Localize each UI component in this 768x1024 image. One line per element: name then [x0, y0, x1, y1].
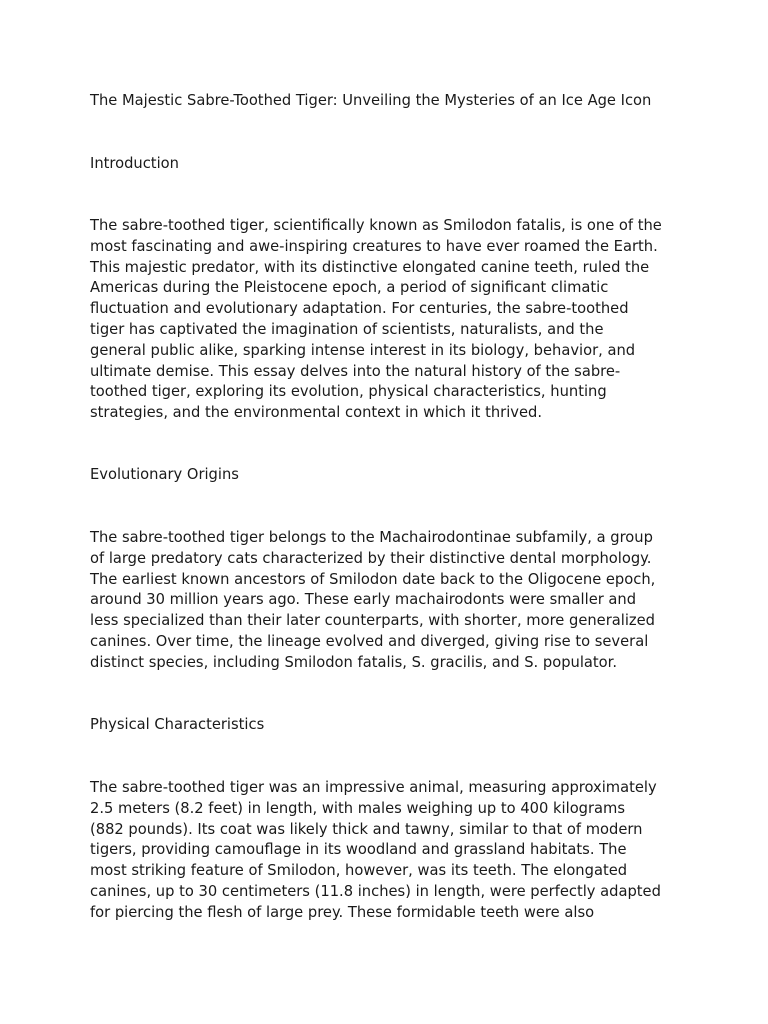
paragraph-evolutionary-origins — [90, 528, 682, 674]
paragraph-line: fluctuation and evolutionary adaptation. For centuries, the sabre-toothed — [90, 300, 629, 318]
paragraph-line: canines, up to 30 centimeters (11.8 inches) in length, were perfectly adapted — [90, 882, 661, 900]
paragraph-line: canines. Over time, the lineage evolved and diverged, giving rise to several — [90, 632, 649, 650]
paragraph-line: This majestic predator, with its distinctive elongated canine teeth, ruled the — [90, 258, 650, 276]
paragraph-line: The sabre-toothed tiger, scientifically known as Smilodon fatalis, is one of the — [90, 217, 662, 234]
paragraph-line: distinct species, including Smilodon fatalis, S. gracilis, and S. populator. — [90, 653, 618, 671]
paragraph-line: tigers, providing camouflage in its woodland and grassland habitats. The — [90, 841, 627, 859]
paragraph-line: most fascinating and awe-inspiring creatures to have ever roamed the Earth. — [90, 237, 658, 255]
section-heading-introduction: Introduction — [90, 155, 179, 172]
paragraph-line: toothed tiger, exploring its evolution, physical characteristics, hunting — [90, 383, 607, 401]
section-heading-evolutionary-origins: Evolutionary Origins — [90, 466, 239, 483]
paragraph-line: less specialized than their later counterparts, with shorter, more generalized — [90, 612, 655, 630]
paragraph-introduction — [90, 216, 682, 424]
paragraph-physical-characteristics — [90, 778, 682, 924]
paragraph-line: for piercing the flesh of large prey. These formidable teeth were also — [90, 903, 595, 921]
paragraph-line: of large predatory cats characterized by their distinctive dental morphology. — [90, 549, 652, 567]
paragraph-line: (882 pounds). Its coat was likely thick and tawny, similar to that of modern — [90, 820, 643, 838]
paragraph-line: strategies, and the environmental context in which it thrived. — [90, 404, 542, 422]
paragraph-line: general public alike, sparking intense interest in its biology, behavior, and — [90, 341, 636, 359]
paragraph-line: Americas during the Pleistocene epoch, a period of significant climatic — [90, 279, 609, 297]
document-title: The Majestic Sabre-Toothed Tiger: Unveiling the Mysteries of an Ice Age Icon — [90, 92, 652, 109]
paragraph-line: most striking feature of Smilodon, however, was its teeth. The elongated — [90, 862, 628, 880]
paragraph-line: The earliest known ancestors of Smilodon date back to the Oligocene epoch, — [90, 570, 656, 588]
paragraph-line: tiger has captivated the imagination of scientists, naturalists, and the — [90, 320, 604, 338]
paragraph-line: around 30 million years ago. These early machairodonts were smaller and — [90, 591, 637, 609]
section-heading-physical-characteristics: Physical Characteristics — [90, 716, 265, 733]
paragraph-line: ultimate demise. This essay delves into the natural history of the sabre- — [90, 362, 621, 380]
paragraph-line: 2.5 meters (8.2 feet) in length, with males weighing up to 400 kilograms — [90, 799, 626, 817]
paragraph-line: The sabre-toothed tiger was an impressive animal, measuring approximately — [90, 779, 657, 796]
paragraph-line: The sabre-toothed tiger belongs to the Machairodontinae subfamily, a group — [90, 529, 653, 546]
